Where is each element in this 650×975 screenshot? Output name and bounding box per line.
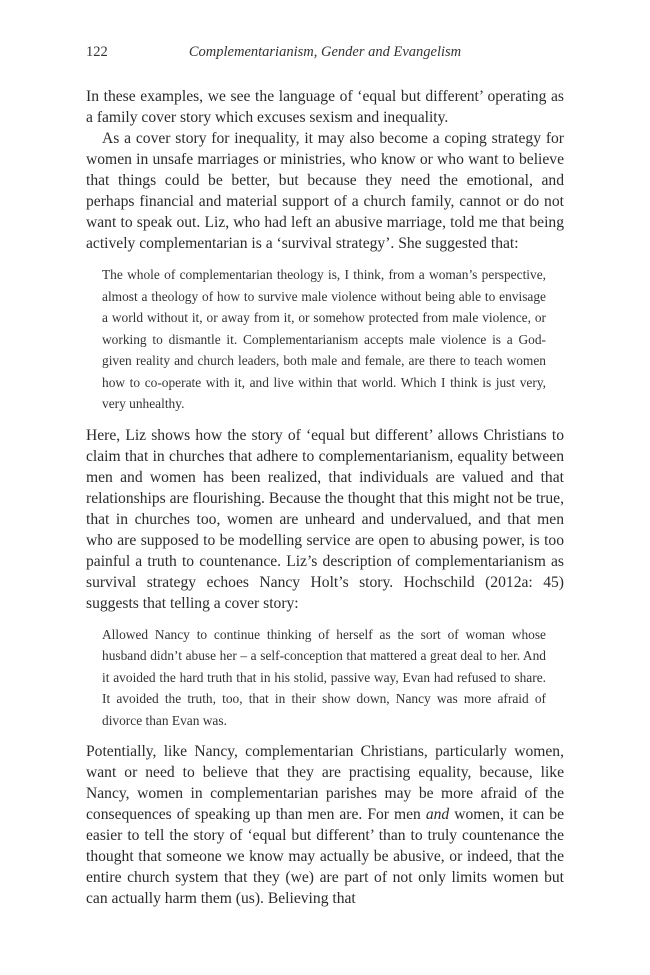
paragraph-1: In these examples, we see the language of ‘equal but different’ operating as a family cover story which excuses sexism and inequality. (86, 88, 564, 126)
running-title: Complementarianism, Gender and Evangelism (188, 44, 462, 60)
paragraph-4-part-a: Potentially, like Nancy, complementarian Christians, particularly women, want or need to believe that they are practising equality, because, like Nancy, women in complementarian parishes may be more afraid of the consequences of speaking up than men are. For men (86, 743, 564, 823)
body-text (86, 86, 564, 909)
paragraph-4 (86, 741, 564, 909)
paragraph-4-part-b: women, it can be easier to tell the story of ‘equal but different’ than to truly countenance the thought that someone we know may actually be abusive, or indeed, that the entire church system that they (we) are part of not only limits women but can actually harm them (us). Believing that (86, 806, 564, 907)
page-number: 122 (86, 44, 108, 60)
paragraph-4-emphasis: and (425, 806, 450, 823)
paragraph-2: As a cover story for inequality, it may also become a coping strategy for women in unsafe marriages or ministries, who know or who want to believe that things could be better, but because they need the emotional, and perhaps financial and material support of a church family, cannot or do not want to speak out. Liz, who had left an abusive marriage, told me that being actively complementarian is a ‘survival strategy’. She suggested that: (86, 130, 564, 252)
running-head (86, 44, 564, 64)
block-quote-hochschild: Allowed Nancy to continue thinking of herself as the sort of woman whose husband didn’t abuse her – a self-conception that mattered a great deal to her. And it avoided the hard truth that in his stolid, passive way, Evan had refused to share. It avoided the truth, too, that in their show down, Nancy was more afraid of divorce than Evan was. (102, 626, 546, 728)
block-quote-liz: The whole of complementarian theology is, I think, from a woman’s perspective, almost a theology of how to survive male violence without being able to envisage a world without it, or away from it, or somehow protected from male violence, or working to dismantle it. Complementarianism accepts male violence is a God-given reality and church leaders, both male and female, are there to teach women how to co-operate with it, and live within that world. Which I think is just very, very unhealthy. (102, 267, 546, 411)
paragraph-3: Here, Liz shows how the story of ‘equal but different’ allows Christians to claim that in churches that adhere to complementarianism, equality between men and women has been realized, that individuals are valued and that relationships are flourishing. Because the thought that this might not be true, that in churches too, women are unheard and undervalued, and that men who are supposed to be modelling service are open to abusing power, is too painful a truth to countenance. Liz’s description of complementarianism as survival strategy echoes Nancy Holt’s story. Hochschild (2012a: 45) suggests that telling a cover story: (86, 426, 564, 612)
